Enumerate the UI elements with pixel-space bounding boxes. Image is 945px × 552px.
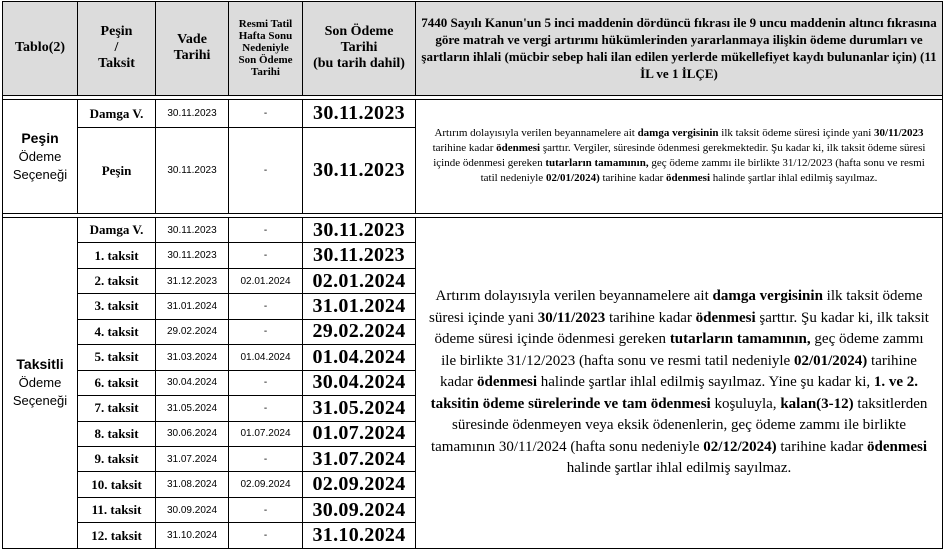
row-vade: 30.06.2024 (156, 421, 229, 446)
row-vade: 30.11.2023 (156, 217, 229, 242)
header-row (3, 2, 943, 96)
row-vade: 31.10.2024 (156, 523, 229, 549)
header-son-line2: Tarihi (340, 40, 378, 56)
row-vade: 30.09.2024 (156, 497, 229, 522)
header-taksit-line: Taksit (98, 56, 135, 72)
row-vade: 31.12.2023 (156, 268, 229, 293)
row-resmi: 01.07.2024 (229, 421, 303, 446)
row-vade: 30.11.2023 (156, 99, 229, 128)
row-label: 6. taksit (78, 370, 156, 395)
row-son-odeme: 31.10.2024 (303, 523, 416, 549)
row-resmi: - (229, 294, 303, 319)
note-text: şarttır. Şu kadar ki, ilk taksit ödeme süresi içinde ödenmesi gereken (434, 309, 929, 348)
row-resmi: - (229, 523, 303, 549)
row-resmi: - (229, 99, 303, 128)
row-vade: 30.11.2023 (156, 243, 229, 268)
note-bold: 02/12/2024) (703, 438, 777, 455)
note-bold: kalan(3-12) (780, 395, 854, 412)
group-taksitli-title: Taksitli (16, 356, 64, 373)
row-vade: 29.02.2024 (156, 319, 229, 344)
row-son-odeme: 29.02.2024 (303, 319, 416, 344)
note-text: tarihine kadar (605, 309, 696, 326)
row-resmi: 02.09.2024 (229, 472, 303, 497)
note-bold: 02/01/2024) (545, 172, 600, 185)
note-bold: 30/11/2023 (874, 127, 924, 140)
note-text: şarttır. Vergiler, süresinde ödenmesi gerekmektedir. Şu kadar ki, ilk taksit ödeme süresi içinde ödenmesi gereken (433, 142, 926, 170)
note-text: tarihine kadar (432, 142, 497, 155)
row-son-odeme: 30.04.2024 (303, 370, 416, 395)
row-son-odeme: 30.09.2024 (303, 497, 416, 522)
note-bold: damga vergisinin (712, 288, 823, 305)
group-pesin-sub2: Seçeneği (12, 166, 68, 182)
row-son-odeme: 02.09.2024 (303, 472, 416, 497)
group-pesin-sub1: Ödeme (18, 148, 62, 164)
row-label: 7. taksit (78, 396, 156, 421)
row-label: 3. taksit (78, 294, 156, 319)
row-resmi: - (229, 446, 303, 471)
row-label: 11. taksit (78, 497, 156, 522)
note-text: geç ödeme zammı ile birlikte 31/12/2023 (hafta sonu ve resmi tatil nedeniyle (441, 331, 924, 369)
group-pesin-note (416, 99, 943, 213)
row-resmi: - (229, 319, 303, 344)
row-son-odeme: 30.11.2023 (303, 99, 416, 128)
group-taksitli-note (416, 217, 943, 548)
note-text: tarihine kadar (599, 172, 667, 185)
row-resmi: - (229, 396, 303, 421)
row-vade: 31.07.2024 (156, 446, 229, 471)
row-son-odeme: 31.01.2024 (303, 294, 416, 319)
table-row (3, 217, 943, 242)
row-label: 2. taksit (78, 268, 156, 293)
header-description: 7440 Sayılı Kanun'un 5 inci maddenin dördüncü fıkrası ile 9 uncu maddenin altıncı fıkrasına göre matrah ve vergi artırımı hükümlerinden yararlanmaya ilişkin ödeme durumları ve şartların ihlali (mücbir sebep hali ilan edilen yerlerde mükellefiyet kaydı bulunanlar için) (11 İL ve 1 İLÇE) (416, 2, 943, 96)
row-resmi: - (229, 217, 303, 242)
group-taksitli-sub1: Ödeme (18, 375, 62, 391)
header-tablo: Tablo(2) (3, 2, 78, 96)
header-resmi-line1: Resmi Tatil (238, 18, 293, 31)
row-label: 9. taksit (78, 446, 156, 471)
header-son-line3: (bu tarih dahil) (313, 56, 405, 72)
note-bold: ödenmesi (867, 438, 928, 455)
row-label: 8. taksit (78, 421, 156, 446)
row-resmi: - (229, 243, 303, 268)
row-vade: 30.04.2024 (156, 370, 229, 395)
row-vade: 31.08.2024 (156, 472, 229, 497)
header-slash-line: / (114, 40, 119, 56)
group-taksitli-sub2: Seçeneği (12, 393, 68, 409)
header-resmi-line3: Nedeniyle (242, 42, 289, 55)
note-bold: damga vergisinin (637, 127, 719, 140)
row-vade: 31.05.2024 (156, 396, 229, 421)
row-resmi: 02.01.2024 (229, 268, 303, 293)
row-son-odeme: 30.11.2023 (303, 243, 416, 268)
group-pesin-title: Peşin (21, 129, 59, 146)
row-resmi: - (229, 497, 303, 522)
note-text: ilk taksit ödeme süresi içinde yani (429, 288, 923, 326)
note-text: halinde şartlar ihlal edilmiş sayılmaz. (710, 172, 878, 185)
row-son-odeme: 01.07.2024 (303, 421, 416, 446)
header-son-line1: Son Ödeme (324, 24, 394, 40)
note-text: tarihine kadar (776, 438, 868, 455)
row-resmi: - (229, 128, 303, 214)
note-text: Artırım dolayısıyla verilen beyannamelere ait (434, 127, 638, 140)
note-bold: 1. ve 2. taksitin ödeme sürelerinde ve tam ödenmesi (430, 374, 919, 412)
row-son-odeme: 01.04.2024 (303, 345, 416, 370)
row-label: 1. taksit (78, 243, 156, 268)
row-son-odeme: 31.05.2024 (303, 396, 416, 421)
header-resmi-line2: Hafta Sonu (238, 30, 293, 43)
note-bold: ödenmesi (666, 172, 711, 185)
header-pesin-taksit (78, 2, 156, 96)
header-son-odeme (303, 2, 416, 96)
row-label: 5. taksit (78, 345, 156, 370)
row-resmi: - (229, 370, 303, 395)
note-bold: ödenmesi (695, 309, 756, 326)
group-taksitli-label (3, 217, 78, 548)
payment-schedule-table (2, 1, 943, 549)
row-son-odeme: 31.07.2024 (303, 446, 416, 471)
row-label: 12. taksit (78, 523, 156, 549)
row-label: Damga V. (78, 99, 156, 128)
row-vade: 30.11.2023 (156, 128, 229, 214)
row-son-odeme: 30.11.2023 (303, 217, 416, 242)
group-pesin-label (3, 99, 78, 213)
note-text: halinde şartlar ihlal edilmiş sayılmaz. Yine şu kadar ki, (537, 374, 874, 391)
note-text: halinde şartlar ihlal edilmiş sayılmaz. (566, 460, 792, 477)
row-son-odeme: 02.01.2024 (303, 268, 416, 293)
row-resmi: 01.04.2024 (229, 345, 303, 370)
note-bold: 30/11/2023 (537, 309, 606, 326)
header-vade-line2: Tarihi (173, 48, 211, 64)
header-resmi-line4: Son Ödeme (238, 54, 293, 67)
note-text: geç ödeme zammı ile birlikte 31/12/2023 (hafta sonu ve resmi tatil nedeniyle (480, 157, 925, 185)
note-text: tarihine kadar (439, 352, 917, 391)
header-resmi-tatil (229, 2, 303, 96)
row-vade: 31.03.2024 (156, 345, 229, 370)
note-text: ilk taksit ödeme süresi içinde yani (718, 127, 875, 140)
note-bold: tutarların tamamının, (545, 157, 649, 170)
row-label: Peşin (78, 128, 156, 214)
header-vade-tarihi (156, 2, 229, 96)
header-pesin-line: Peşin (100, 24, 133, 40)
row-label: 4. taksit (78, 319, 156, 344)
note-bold: ödenmesi (477, 374, 538, 391)
row-son-odeme: 30.11.2023 (303, 128, 416, 214)
note-bold: 02/01/2024) (793, 352, 868, 369)
note-text: Artırım dolayısıyla verilen beyannamelere ait (435, 288, 713, 305)
note-text: taksitlerden süresinde ödenmeyen veya eksik ödenenlerin, geç ödeme zammı ile birlikte tamamının 30/11/2024 (hafta sonu nedeniyle (430, 395, 928, 455)
row-vade: 31.01.2024 (156, 294, 229, 319)
header-resmi-line5: Tarihi (251, 66, 280, 79)
row-label: Damga V. (78, 217, 156, 242)
row-label: 10. taksit (78, 472, 156, 497)
header-vade-line1: Vade (177, 32, 207, 48)
note-bold: ödenmesi (496, 142, 541, 155)
note-bold: tutarların tamamının, (669, 331, 811, 348)
note-text: koşuluyla, (710, 395, 781, 412)
table-row (3, 99, 943, 128)
